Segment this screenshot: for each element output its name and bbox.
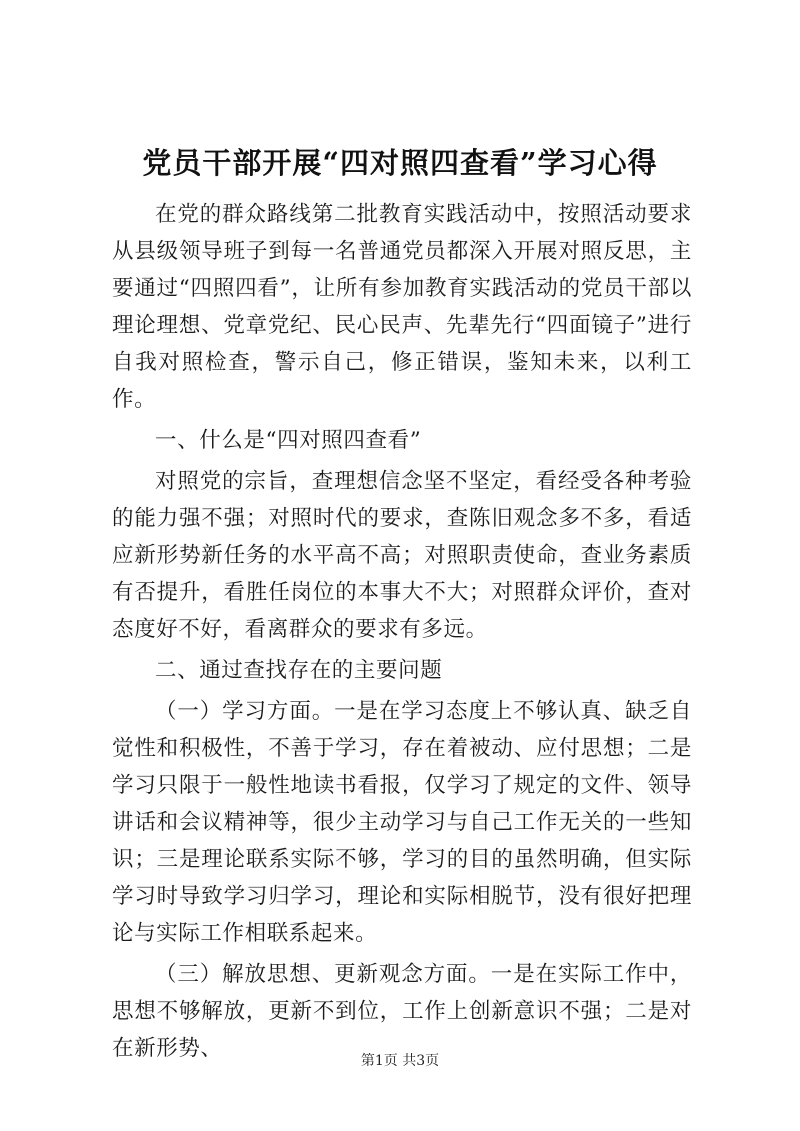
thinking-aspect-paragraph: （三）解放思想、更新观念方面。一是在实际工作中，思想不够解放，更新不到位，工作上创新意识不强；二是对在新形势、: [112, 962, 692, 1061]
study-aspect-paragraph: （一）学习方面。一是在学习态度上不够认真、缺乏自觉性和积极性，不善于学习，存在着被动、应付思想；二是学习只限于一般性地读书看报，仅学习了规定的文件、领导讲话和会议精神等，很少主动学习与自己工作无关的一些知识；三是理论联系实际不够，学习的目的虽然明确，但实际学习时导致学习归学习，理论和实际相脱节，没有很好把理论与实际工作相联系起来。: [112, 699, 692, 946]
section-heading-1: 一、什么是“四对照四查看”: [155, 428, 422, 453]
page-footer: 第1页 共3页: [360, 1053, 440, 1069]
section-1-paragraph: 对照党的宗旨，查理想信念坚不坚定，看经受各种考验的能力强不强；对照时代的要求，查陈旧观念多不多，看适应新形势新任务的水平高不高；对照职责使命，查业务素质有否提升，看胜任岗位的本事大不大；对照群众评价，查对态度好不好，看离群众的要求有多远。: [112, 469, 692, 642]
document-title: 党员干部开展“四对照四查看”学习心得: [142, 146, 658, 180]
document-body: [112, 196, 692, 1071]
section-heading-2: 二、通过查找存在的主要问题: [155, 658, 443, 683]
intro-paragraph: 在党的群众路线第二批教育实践活动中，按照活动要求从县级领导班子到每一名普通党员都深入开展对照反思，主要通过“四照四看”，让所有参加教育实践活动的党员干部以理论理想、党章党纪、民心民声、先辈先行“四面镜子”进行自我对照检查，警示自己，修正错误，鉴知未来，以利工作。: [112, 202, 692, 412]
